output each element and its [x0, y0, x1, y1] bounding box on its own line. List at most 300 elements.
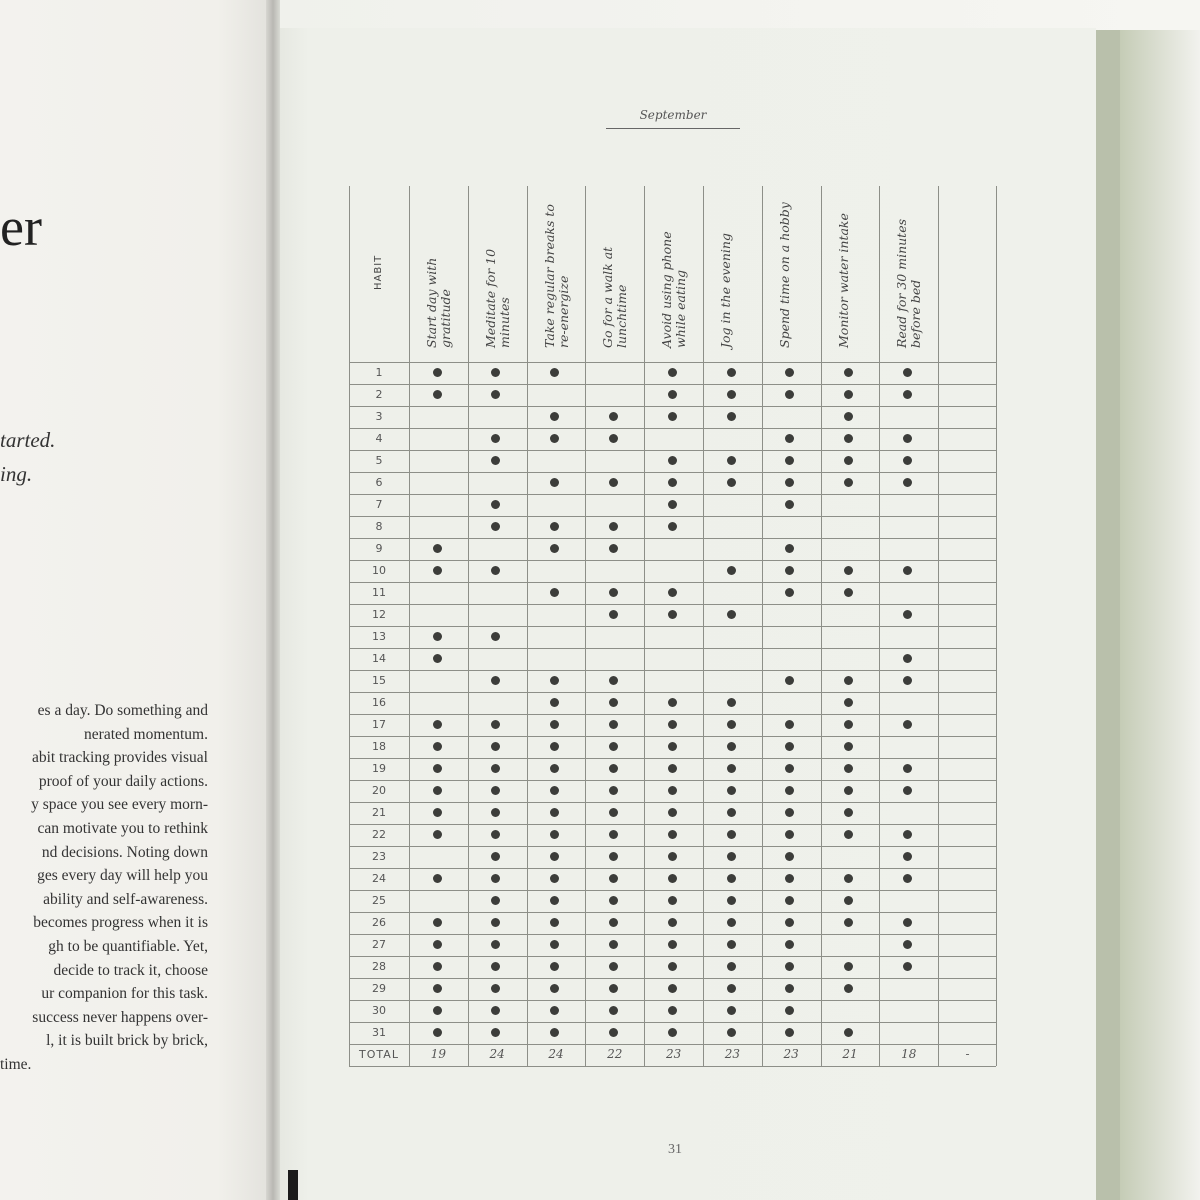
habit-check-dot	[609, 962, 618, 971]
grid-line	[349, 626, 996, 627]
day-number: 29	[372, 982, 386, 995]
habit-check-dot	[668, 412, 677, 421]
habit-check-dot	[903, 786, 912, 795]
left-page-body-line: ur companion for this task.	[41, 985, 208, 1003]
habit-check-dot	[903, 610, 912, 619]
habit-check-dot	[550, 698, 559, 707]
habit-check-dot	[844, 698, 853, 707]
habit-check-dot	[550, 896, 559, 905]
day-number: 20	[372, 784, 386, 797]
habit-check-dot	[433, 742, 442, 751]
habit-check-dot	[550, 1006, 559, 1015]
left-page-body-line: gh to be quantifiable. Yet,	[48, 938, 208, 955]
habit-column-label: Jog in the evening	[718, 233, 733, 348]
day-number: 14	[372, 652, 386, 665]
habit-check-dot	[844, 720, 853, 729]
habit-check-dot	[491, 456, 500, 465]
habit-check-dot	[609, 764, 618, 773]
habit-column-label: Go for a walk at lunchtime	[600, 246, 630, 348]
habit-check-dot	[668, 786, 677, 795]
habit-check-dot	[785, 676, 794, 685]
habit-check-dot	[609, 610, 618, 619]
habit-check-dot	[785, 1028, 794, 1037]
habit-check-dot	[727, 852, 736, 861]
habit-check-dot	[491, 1006, 500, 1015]
day-number: 3	[375, 410, 383, 423]
grid-line	[349, 956, 996, 957]
habit-check-dot	[844, 588, 853, 597]
grid-line	[349, 1000, 996, 1001]
habit-check-dot	[844, 962, 853, 971]
habit-check-dot	[727, 742, 736, 751]
habit-check-dot	[433, 918, 442, 927]
habit-check-dot	[433, 368, 442, 377]
habit-check-dot	[903, 962, 912, 971]
habit-check-dot	[491, 632, 500, 641]
habit-check-dot	[550, 434, 559, 443]
day-number: 16	[372, 696, 386, 709]
habit-check-dot	[550, 808, 559, 817]
habit-column-label: Spend time on a hobby	[776, 202, 792, 348]
habit-check-dot	[727, 984, 736, 993]
habit-check-dot	[844, 984, 853, 993]
day-number: 28	[372, 960, 386, 973]
habit-check-dot	[727, 786, 736, 795]
left-page-body-line: abit tracking provides visual	[31, 749, 208, 767]
habit-check-dot	[550, 522, 559, 531]
habit-check-dot	[668, 390, 677, 399]
habit-check-dot	[609, 588, 618, 597]
habit-check-dot	[550, 852, 559, 861]
day-number: 1	[375, 366, 383, 379]
habit-check-dot	[668, 874, 677, 883]
grid-line	[349, 406, 996, 407]
habit-column-label: Monitor water intake	[835, 213, 851, 348]
habit-check-dot	[433, 390, 442, 399]
habit-check-dot	[785, 918, 794, 927]
habit-check-dot	[903, 368, 912, 377]
habit-check-dot	[550, 368, 559, 377]
habit-check-dot	[903, 720, 912, 729]
habit-check-dot	[668, 1028, 677, 1037]
habit-check-dot	[727, 764, 736, 773]
habit-check-dot	[727, 874, 736, 883]
day-number: 2	[375, 388, 383, 401]
habit-check-dot	[844, 918, 853, 927]
day-number: 25	[372, 894, 386, 907]
habit-check-dot	[609, 786, 618, 795]
habit-total: 23	[724, 1047, 741, 1061]
habit-check-dot	[491, 940, 500, 949]
habit-check-dot	[491, 522, 500, 531]
habit-check-dot	[727, 962, 736, 971]
day-number: 4	[375, 432, 383, 445]
left-page-body-line: decide to track it, choose	[53, 961, 208, 979]
day-number: 15	[372, 674, 386, 687]
left-page-body-line: y space you see every morn-	[31, 796, 208, 814]
habit-check-dot	[433, 830, 442, 839]
habit-check-dot	[491, 742, 500, 751]
grid-line	[349, 604, 996, 605]
habit-check-dot	[785, 896, 794, 905]
grid-line	[349, 362, 996, 363]
habit-column-label: Meditate for 10 minutes	[482, 248, 512, 348]
left-page-body-line: ability and self-awareness.	[43, 890, 208, 908]
habit-check-dot	[903, 676, 912, 685]
habit-check-dot	[668, 742, 677, 751]
habit-check-dot	[433, 808, 442, 817]
habit-check-dot	[844, 566, 853, 575]
grid-line	[349, 516, 996, 517]
grid-line	[349, 1066, 996, 1067]
left-page-body-line: time.	[0, 1056, 32, 1073]
habit-check-dot	[491, 390, 500, 399]
habit-total: 22	[607, 1047, 623, 1061]
habit-check-dot	[785, 390, 794, 399]
habit-check-dot	[785, 478, 794, 487]
habit-check-dot	[844, 874, 853, 883]
grid-line	[349, 846, 996, 847]
day-number: 13	[372, 630, 386, 643]
habit-check-dot	[668, 478, 677, 487]
habit-check-dot	[550, 1028, 559, 1037]
habit-check-dot	[785, 962, 794, 971]
habit-check-dot	[433, 1006, 442, 1015]
habit-check-dot	[844, 456, 853, 465]
habit-check-dot	[609, 918, 618, 927]
habit-check-dot	[903, 940, 912, 949]
habit-check-dot	[668, 896, 677, 905]
habit-check-dot	[550, 544, 559, 553]
habit-check-dot	[844, 896, 853, 905]
habit-column-label: Take regular breaks to re-energize	[541, 204, 571, 348]
grid-line	[349, 582, 996, 583]
day-number: 27	[372, 938, 386, 951]
habit-check-dot	[903, 434, 912, 443]
habit-check-dot	[550, 412, 559, 421]
grid-line	[349, 758, 996, 759]
habit-check-dot	[491, 852, 500, 861]
habit-check-dot	[609, 434, 618, 443]
habit-total: 24	[489, 1047, 505, 1061]
habit-check-dot	[491, 676, 500, 685]
grid-line	[349, 890, 996, 891]
habit-check-dot	[844, 478, 853, 487]
habit-check-dot	[785, 742, 794, 751]
habit-check-dot	[844, 830, 853, 839]
habit-check-dot	[844, 808, 853, 817]
habit-check-dot	[844, 390, 853, 399]
habit-check-dot	[844, 368, 853, 377]
grid-line	[349, 780, 996, 781]
grid-line	[349, 692, 996, 693]
habit-check-dot	[903, 566, 912, 575]
grid-line	[349, 428, 996, 429]
habit-check-dot	[727, 610, 736, 619]
habit-check-dot	[844, 786, 853, 795]
habit-check-dot	[668, 940, 677, 949]
habit-check-dot	[609, 698, 618, 707]
habit-check-dot	[550, 874, 559, 883]
left-page-body-line: ges every day will help you	[37, 867, 208, 885]
habit-check-dot	[491, 808, 500, 817]
habit-check-dot	[550, 676, 559, 685]
habit-check-dot	[785, 544, 794, 553]
habit-check-dot	[550, 764, 559, 773]
day-number: 24	[372, 872, 386, 885]
habit-check-dot	[785, 720, 794, 729]
habit-check-dot	[491, 764, 500, 773]
habit-check-dot	[550, 830, 559, 839]
habit-check-dot	[433, 632, 442, 641]
habit-check-dot	[903, 830, 912, 839]
habit-check-dot	[727, 456, 736, 465]
habit-check-dot	[727, 720, 736, 729]
left-page-body-line: becomes progress when it is	[33, 914, 208, 932]
grid-line	[349, 912, 996, 913]
habit-check-dot	[433, 654, 442, 663]
habit-check-dot	[609, 544, 618, 553]
habit-check-dot	[491, 500, 500, 509]
day-number: 21	[372, 806, 386, 819]
habit-check-dot	[550, 984, 559, 993]
habit-check-dot	[609, 896, 618, 905]
habit-check-dot	[433, 720, 442, 729]
left-page-body-line: es a day. Do something and	[37, 702, 208, 719]
habit-check-dot	[668, 588, 677, 597]
habit-check-dot	[727, 412, 736, 421]
habit-check-dot	[433, 786, 442, 795]
habit-check-dot	[491, 566, 500, 575]
habit-column-label: Avoid using phone while eating	[659, 231, 689, 348]
day-number: 12	[372, 608, 386, 621]
habit-check-dot	[668, 984, 677, 993]
habit-check-dot	[844, 676, 853, 685]
habit-check-dot	[785, 786, 794, 795]
habit-check-dot	[903, 478, 912, 487]
habit-check-dot	[903, 390, 912, 399]
habit-check-dot	[727, 896, 736, 905]
habit-check-dot	[550, 962, 559, 971]
grid-line	[349, 670, 996, 671]
grid-line	[349, 450, 996, 451]
habit-check-dot	[491, 368, 500, 377]
habit-check-dot	[491, 786, 500, 795]
left-page-body-line: nerated momentum.	[84, 725, 208, 743]
habit-check-dot	[550, 918, 559, 927]
grid-line	[349, 978, 996, 979]
day-number: 31	[372, 1026, 386, 1039]
left-page-body-line: nd decisions. Noting down	[41, 843, 208, 861]
habit-check-dot	[844, 1028, 853, 1037]
habit-check-dot	[609, 940, 618, 949]
habit-check-dot	[550, 742, 559, 751]
habit-check-dot	[491, 720, 500, 729]
day-number: 19	[372, 762, 386, 775]
habit-check-dot	[785, 566, 794, 575]
habit-total: 18	[901, 1047, 917, 1061]
habit-check-dot	[668, 368, 677, 377]
habit-check-dot	[609, 984, 618, 993]
habit-check-dot	[668, 456, 677, 465]
habit-total: 23	[783, 1047, 799, 1061]
habit-check-dot	[550, 588, 559, 597]
habit-check-dot	[609, 1006, 618, 1015]
grid-line	[349, 472, 996, 473]
day-number: 11	[372, 586, 386, 599]
habit-check-dot	[668, 610, 677, 619]
habit-check-dot	[903, 456, 912, 465]
habit-check-dot	[550, 786, 559, 795]
habit-check-dot	[491, 1028, 500, 1037]
habit-check-dot	[433, 566, 442, 575]
day-number: 17	[372, 718, 386, 731]
habit-check-dot	[609, 852, 618, 861]
day-number: 26	[372, 916, 386, 929]
habit-check-dot	[785, 368, 794, 377]
habit-check-dot	[785, 830, 794, 839]
habit-check-dot	[433, 984, 442, 993]
habit-check-dot	[491, 830, 500, 839]
grid-line	[349, 538, 996, 539]
habit-check-dot	[785, 456, 794, 465]
habit-check-dot	[785, 588, 794, 597]
left-page-body-line: can motivate you to rethink	[37, 820, 208, 837]
day-number: 10	[372, 564, 386, 577]
left-page-heading: er	[0, 197, 42, 257]
habit-header: HABIT	[373, 254, 384, 290]
grid-line	[349, 384, 996, 385]
day-number: 7	[375, 498, 383, 511]
habit-check-dot	[433, 1028, 442, 1037]
habit-check-dot	[727, 830, 736, 839]
left-page-body-line: success never happens over-	[32, 1008, 208, 1026]
habit-check-dot	[785, 852, 794, 861]
habit-check-dot	[609, 830, 618, 839]
habit-check-dot	[785, 1006, 794, 1015]
habit-check-dot	[785, 874, 794, 883]
habit-check-dot	[609, 742, 618, 751]
habit-check-dot	[433, 764, 442, 773]
habit-check-dot	[609, 412, 618, 421]
habit-check-dot	[491, 984, 500, 993]
habit-check-dot	[785, 434, 794, 443]
habit-check-dot	[491, 962, 500, 971]
habit-check-dot	[609, 1028, 618, 1037]
habit-check-dot	[844, 742, 853, 751]
habit-check-dot	[668, 720, 677, 729]
habit-check-dot	[844, 434, 853, 443]
grid-line	[349, 714, 996, 715]
grid-line	[349, 934, 996, 935]
day-number: 5	[375, 454, 383, 467]
habit-check-dot	[785, 764, 794, 773]
habit-check-dot	[727, 918, 736, 927]
habit-column-label: Read for 30 minutes before bed	[894, 218, 924, 348]
habit-total: 24	[548, 1047, 564, 1061]
habit-column-label: Start day with gratitude	[424, 257, 453, 348]
habit-check-dot	[727, 368, 736, 377]
habit-check-dot	[491, 874, 500, 883]
grid-line	[349, 824, 996, 825]
habit-check-dot	[903, 654, 912, 663]
habit-check-dot	[550, 940, 559, 949]
day-number: 23	[372, 850, 386, 863]
habit-check-dot	[609, 720, 618, 729]
habit-check-dot	[727, 1028, 736, 1037]
grid-line	[349, 560, 996, 561]
left-page-italic-line: ing.	[0, 462, 33, 486]
habit-check-dot	[903, 918, 912, 927]
habit-check-dot	[785, 500, 794, 509]
total-label: TOTAL	[359, 1048, 399, 1061]
habit-check-dot	[785, 940, 794, 949]
habit-check-dot	[609, 676, 618, 685]
day-number: 8	[375, 520, 383, 533]
habit-check-dot	[668, 852, 677, 861]
habit-check-dot	[550, 720, 559, 729]
habit-check-dot	[844, 764, 853, 773]
habit-check-dot	[433, 874, 442, 883]
day-number: 9	[375, 542, 383, 555]
habit-total: 19	[430, 1047, 447, 1061]
habit-check-dot	[903, 764, 912, 773]
habit-check-dot	[609, 478, 618, 487]
habit-check-dot	[491, 918, 500, 927]
habit-check-dot	[491, 434, 500, 443]
habit-total: 21	[842, 1047, 858, 1061]
habit-check-dot	[491, 896, 500, 905]
page-number: 31	[668, 1142, 682, 1157]
habit-check-dot	[609, 874, 618, 883]
habit-check-dot	[727, 390, 736, 399]
day-number: 18	[372, 740, 386, 753]
habit-check-dot	[903, 852, 912, 861]
habit-check-dot	[668, 808, 677, 817]
habit-check-dot	[668, 830, 677, 839]
habit-check-dot	[550, 478, 559, 487]
habit-total: -	[965, 1047, 970, 1061]
day-number: 30	[372, 1004, 386, 1017]
habit-check-dot	[433, 962, 442, 971]
habit-check-dot	[727, 1006, 736, 1015]
habit-check-dot	[433, 544, 442, 553]
grid-line	[349, 736, 996, 737]
habit-check-dot	[668, 1006, 677, 1015]
day-number: 22	[372, 828, 386, 841]
grid-line	[349, 494, 996, 495]
grid-line	[349, 648, 996, 649]
day-number: 6	[375, 476, 383, 489]
habit-check-dot	[844, 412, 853, 421]
habit-check-dot	[668, 918, 677, 927]
habit-check-dot	[609, 808, 618, 817]
habit-check-dot	[785, 808, 794, 817]
habit-check-dot	[727, 566, 736, 575]
habit-check-dot	[727, 940, 736, 949]
grid-line	[349, 802, 996, 803]
habit-check-dot	[903, 874, 912, 883]
habit-check-dot	[668, 500, 677, 509]
habit-check-dot	[668, 522, 677, 531]
left-page-body-line: l, it is built brick by brick,	[46, 1032, 208, 1050]
left-page-body-line: proof of your daily actions.	[38, 772, 208, 790]
habit-check-dot	[727, 698, 736, 707]
habit-check-dot	[668, 962, 677, 971]
habit-check-dot	[433, 940, 442, 949]
habit-check-dot	[727, 808, 736, 817]
habit-check-dot	[609, 522, 618, 531]
